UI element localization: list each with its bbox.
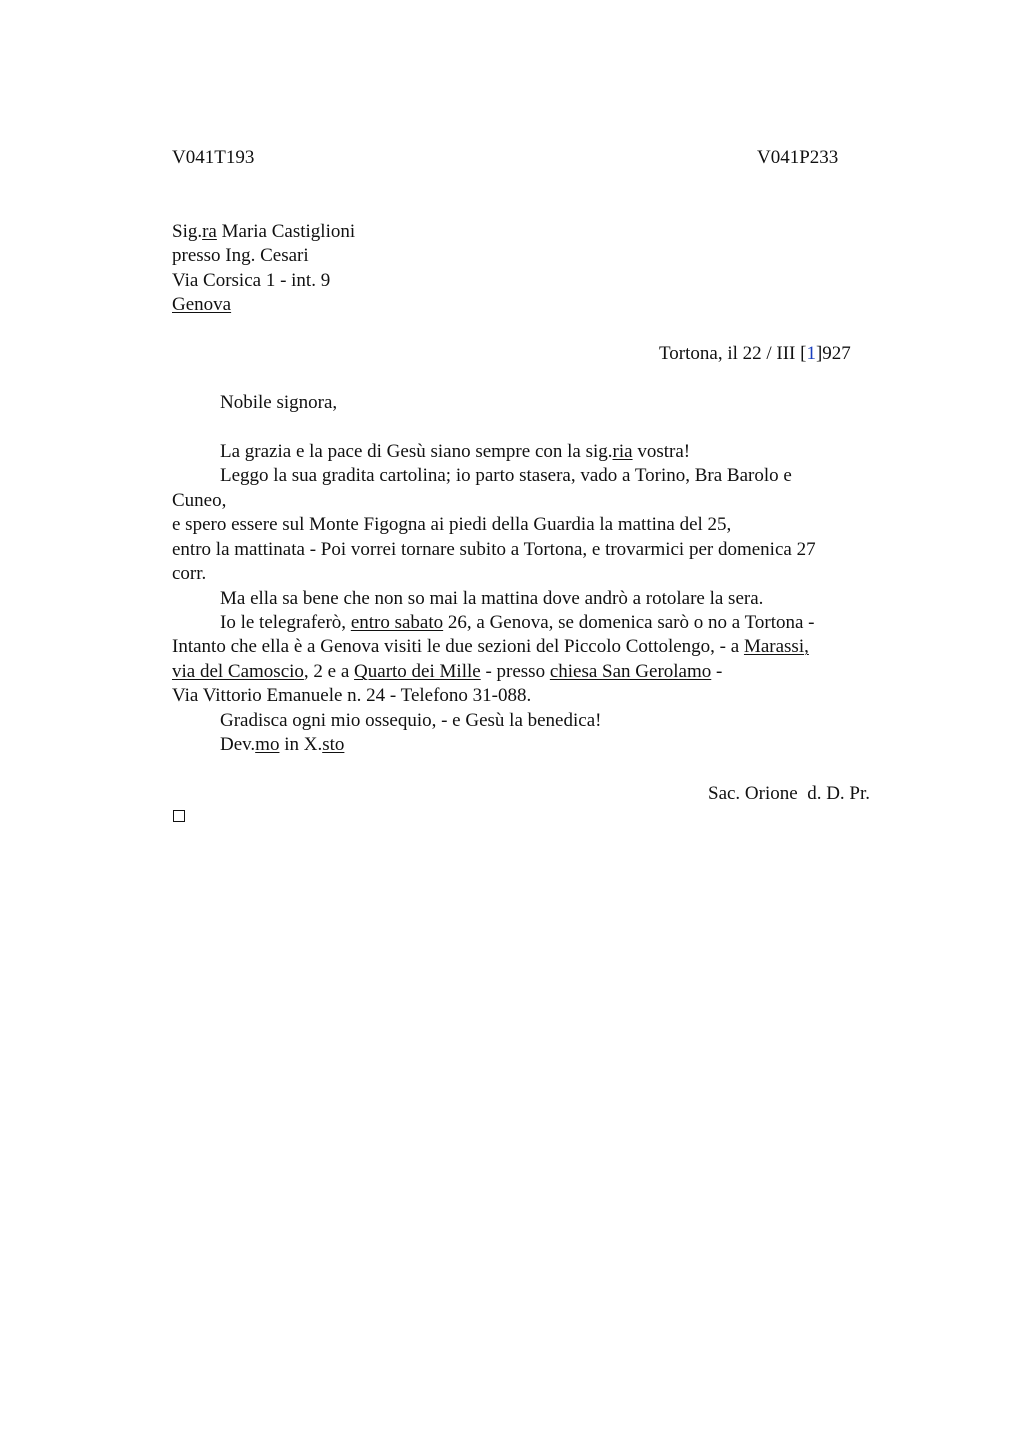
body-line: Via Vittorio Emanuele n. 24 - Telefono 31-088. (172, 685, 532, 706)
signature: Sac. Orione d. D. Pr. (708, 783, 871, 804)
address-line-3: Via Corsica 1 - int. 9 (172, 270, 331, 291)
salutation: Nobile signora, (220, 392, 338, 413)
address-line-1: Sig.ra Maria Castiglioni (172, 221, 356, 242)
body-line: entro la mattinata - Poi vorrei tornare subito a Tortona, e trovarmici per domenica 27 (172, 539, 816, 560)
address-line-2: presso Ing. Cesari (172, 245, 309, 266)
body-line: Io le telegraferò, entro sabato 26, a Genova, se domenica sarò o no a Tortona - (220, 612, 815, 633)
body-line: La grazia e la pace di Gesù siano sempre con la sig.ria vostra! (220, 441, 691, 462)
document-code-left: V041T193 (172, 147, 255, 168)
body-line: Intanto che ella è a Genova visiti le due sezioni del Piccolo Cottolengo, - a Marassi, (172, 636, 809, 657)
body-line: Leggo la sua gradita cartolina; io parto stasera, vado a Torino, Bra Barolo e (220, 465, 792, 486)
body-line: e spero essere sul Monte Figogna ai piedi della Guardia la mattina del 25, (172, 514, 732, 535)
body-line: corr. (172, 563, 207, 584)
body-line: Gradisca ogni mio ossequio, - e Gesù la benedica! (220, 710, 602, 731)
address-city: Genova (172, 294, 232, 315)
body-line: Cuneo, (172, 490, 227, 511)
document-code-right: V041P233 (757, 147, 839, 168)
body-line: Ma ella sa bene che non so mai la mattina dove andrò a rotolare la sera. (220, 588, 764, 609)
letter-date: Tortona, il 22 / III [1]927 (659, 343, 851, 364)
body-line: via del Camoscio, 2 e a Quarto dei Mille - presso chiesa San Gerolamo - (172, 661, 723, 682)
empty-checkbox-square (173, 810, 185, 822)
closing-line: Dev.mo in X.sto (220, 734, 345, 755)
